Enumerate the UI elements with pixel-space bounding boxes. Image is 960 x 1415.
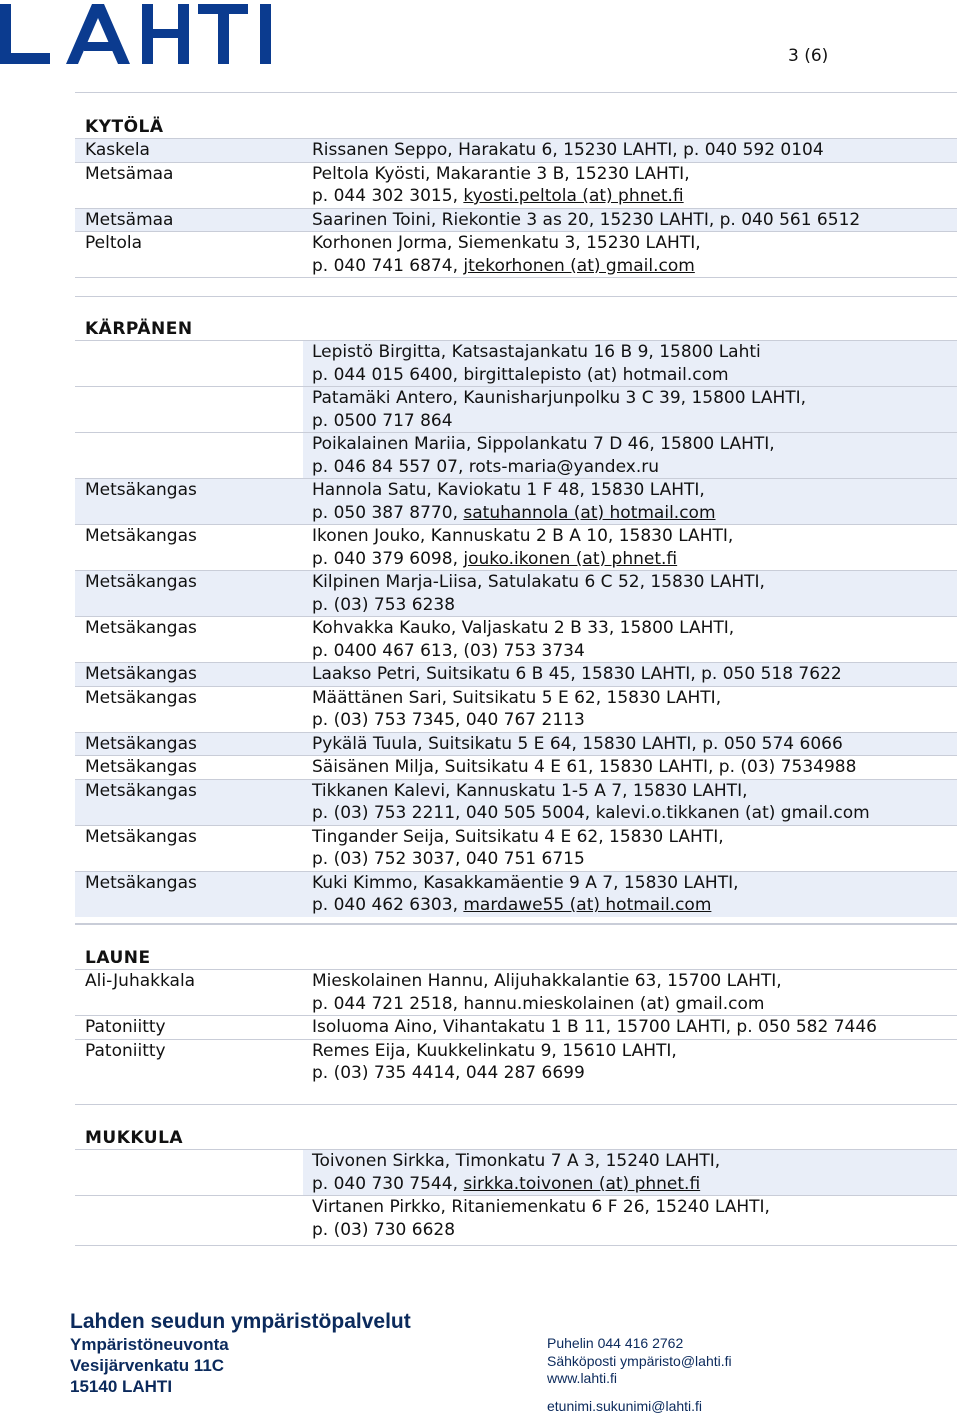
contact-line: p. 044 721 2518, hannu.mieskolainen (at) gmail.com (312, 993, 765, 1014)
contact-cell (303, 163, 957, 208)
section-mukkula (75, 1104, 957, 1246)
contact-cell (303, 733, 957, 756)
location-cell: Metsäkangas (75, 872, 303, 917)
location-cell: Metsäkangas (75, 780, 303, 825)
contact-line: p. (03) 753 7345, 040 767 2113 (312, 710, 585, 730)
phone-text: p. 050 387 8770, (312, 502, 464, 523)
email-link[interactable]: mardawe55 (at) hotmail.com (463, 895, 712, 915)
location-cell (75, 1196, 303, 1241)
contact-cell (303, 232, 957, 277)
footer-org: Lahden seudun ympäristöpalvelut (70, 1310, 411, 1333)
table-row (75, 162, 957, 208)
contact-cell (303, 1040, 957, 1085)
contact-line: Rissanen Seppo, Harakatu 6, 15230 LAHTI, p. 040 592 0104 (312, 140, 824, 160)
location-cell: Metsäkangas (85, 618, 197, 638)
email-link[interactable]: satuhannola (at) hotmail.com (463, 502, 716, 523)
location-cell: Metsäkangas (75, 733, 303, 756)
table-row (75, 1015, 957, 1039)
footer-street: Vesijärvenkatu 11C (70, 1356, 225, 1375)
contact-line: Isoluoma Aino, Vihantakatu 1 B 11, 15700 LAHTI, p. 050 582 7446 (312, 1017, 877, 1037)
location-cell: Metsäkangas (85, 826, 197, 847)
table-row (75, 755, 957, 779)
table-row (75, 208, 957, 232)
footer-address (70, 1310, 411, 1397)
contact-line (312, 185, 957, 208)
section-kytola (75, 92, 957, 298)
location-cell (75, 433, 303, 478)
contact-line: Kilpinen Marja-Liisa, Satulakatu 6 C 52, 15830 LAHTI, (312, 572, 765, 592)
location-cell: Metsämaa (75, 209, 303, 232)
contact-line (312, 894, 957, 917)
contact-cell (303, 387, 957, 432)
contact-cell (303, 341, 957, 386)
contact-line (312, 502, 957, 525)
location-cell: Metsäkangas (75, 663, 303, 686)
contact-cell (303, 687, 957, 732)
location-cell (75, 341, 303, 386)
table-row (75, 1149, 957, 1195)
contact-cell (303, 872, 957, 917)
contact-line (312, 255, 957, 278)
contact-line: Ikonen Jouko, Kannuskatu 2 B A 10, 15830 LAHTI, (312, 526, 734, 546)
contact-line: Lepistö Birgitta, Katsastajankatu 16 B 9, 15800 Lahti (312, 342, 761, 362)
table-row (75, 432, 957, 478)
table-row (75, 732, 957, 756)
phone-text: p. 040 741 6874, (312, 255, 464, 276)
table-row (75, 662, 957, 686)
table-row (75, 616, 957, 662)
table-row (75, 524, 957, 570)
contact-line: Poikalainen Mariia, Sippolankatu 7 D 46, 15800 LAHTI, (312, 434, 775, 454)
contact-cell (303, 525, 957, 570)
table-row (75, 231, 957, 277)
location-cell: Peltola (85, 233, 143, 253)
contact-cell (303, 826, 957, 871)
contact-cell (303, 756, 957, 779)
contact-line: p. (03) 735 4414, 044 287 6699 (312, 1063, 585, 1083)
contact-line: Toivonen Sirkka, Timonkatu 7 A 3, 15240 LAHTI, (312, 1151, 721, 1171)
contact-line: Tingander Seija, Suitsikatu 4 E 62, 15830 LAHTI, (312, 826, 724, 847)
contact-line: Laakso Petri, Suitsikatu 6 B 45, 15830 LAHTI, p. 050 518 7622 (312, 664, 842, 684)
contact-cell (303, 139, 957, 162)
location-cell (75, 1150, 303, 1195)
contact-cell (303, 479, 957, 524)
contact-cell (303, 1196, 957, 1241)
contact-line: Kohvakka Kauko, Valjaskatu 2 B 33, 15800 LAHTI, (312, 618, 735, 638)
contact-line: Mieskolainen Hannu, Alijuhakkalantie 63, 15700 LAHTI, (312, 971, 782, 991)
contact-line: p. (03) 753 6238 (312, 594, 456, 615)
table-row (75, 478, 957, 524)
location-cell: Patoniitty (85, 1040, 166, 1061)
table-row (75, 779, 957, 825)
location-cell: Metsäkangas (85, 526, 197, 546)
phone-text: p. 040 730 7544, (312, 1173, 464, 1194)
lahti-logo (0, 0, 275, 70)
table-row (75, 386, 957, 432)
contact-line: Virtanen Pirkko, Ritaniemenkatu 6 F 26, 15240 LAHTI, (312, 1197, 770, 1217)
table-row (75, 686, 957, 732)
contact-line: p. (03) 752 3037, 040 751 6715 (312, 849, 585, 869)
contact-line (312, 548, 957, 571)
table-row (75, 1039, 957, 1085)
section-karpanen (75, 296, 957, 924)
location-cell: Metsäkangas (85, 687, 197, 708)
phone-text: p. 044 302 3015, (312, 186, 464, 206)
contact-line (312, 1173, 957, 1196)
footer-city: 15140 LAHTI (70, 1377, 173, 1396)
contact-line: Tikkanen Kalevi, Kannuskatu 1-5 A 7, 15830 LAHTI, (312, 780, 748, 801)
footer-email[interactable]: Sähköposti ympäristo@lahti.fi (547, 1352, 732, 1369)
page-number: 3 (6) (788, 46, 829, 66)
contact-cell (303, 663, 957, 686)
table-row (75, 1195, 957, 1241)
contact-line: Patamäki Antero, Kaunisharjunpolku 3 C 39, 15800 LAHTI, (312, 388, 807, 408)
footer-unit: Ympäristöneuvonta (70, 1335, 229, 1354)
email-link[interactable]: jtekorhonen (at) gmail.com (463, 255, 695, 276)
contact-line: p. (03) 753 2211, 040 505 5004, kalevi.o.tikkanen (at) gmail.com (312, 803, 870, 823)
table-row (75, 340, 957, 386)
location-cell (75, 387, 303, 432)
contact-line: p. 046 84 557 07, rots-maria@yandex.ru (312, 456, 659, 477)
contact-line: p. 0500 717 864 (312, 410, 453, 431)
location-cell: Ali-Juhakkala (85, 971, 196, 991)
table-row (75, 871, 957, 917)
table-row (75, 570, 957, 616)
contact-line: Hannola Satu, Kaviokatu 1 F 48, 15830 LAHTI, (312, 480, 705, 500)
table-row (75, 138, 957, 162)
contact-line: Kuki Kimmo, Kasakkamäentie 9 A 7, 15830 LAHTI, (312, 872, 739, 893)
contact-line: Säisänen Milja, Suitsikatu 4 E 61, 15830 LAHTI, p. (03) 7534988 (312, 757, 857, 777)
email-link[interactable]: jouko.ikonen (at) phnet.fi (463, 548, 678, 569)
location-cell: Metsäkangas (75, 571, 303, 616)
section-title: KYTÖLÄ (85, 117, 164, 137)
contact-line: p. 044 015 6400, birgittalepisto (at) hotmail.com (312, 364, 729, 385)
location-cell: Metsämaa (85, 163, 174, 184)
footer-contact (547, 1335, 732, 1415)
phone-text: p. 040 379 6098, (312, 548, 464, 569)
section-title: KÄRPÄNEN (85, 319, 193, 339)
contact-line: p. (03) 730 6628 (312, 1219, 456, 1240)
table-row (75, 969, 957, 1015)
contact-cell (303, 970, 957, 1015)
contact-cell (303, 433, 957, 478)
contact-line: p. 0400 467 613, (03) 753 3734 (312, 640, 585, 661)
contact-line: Peltola Kyösti, Makarantie 3 B, 15230 LAHTI, (312, 163, 690, 184)
contact-line: Määttänen Sari, Suitsikatu 5 E 62, 15830 LAHTI, (312, 687, 722, 708)
section-title: LAUNE (85, 948, 151, 968)
phone-text: p. 040 462 6303, (312, 895, 464, 915)
email-link[interactable]: kyosti.peltola (at) phnet.fi (463, 186, 684, 206)
table-row (75, 825, 957, 871)
location-cell: Patoniitty (85, 1017, 166, 1037)
contact-line: Pykälä Tuula, Suitsikatu 5 E 64, 15830 LAHTI, p. 050 574 6066 (312, 733, 843, 754)
contact-cell (303, 617, 957, 662)
contact-cell (303, 780, 957, 825)
contact-cell (303, 571, 957, 616)
contact-cell (303, 1150, 957, 1195)
location-cell: Metsäkangas (75, 479, 303, 524)
contact-line: Saarinen Toini, Riekontie 3 as 20, 15230 LAHTI, p. 040 561 6512 (312, 209, 861, 230)
contact-cell (303, 1016, 957, 1039)
contact-cell (303, 209, 957, 232)
email-link[interactable]: sirkka.toivonen (at) phnet.fi (463, 1173, 701, 1194)
location-cell: Kaskela (75, 139, 303, 162)
section-title: MUKKULA (85, 1128, 184, 1148)
location-cell: Metsäkangas (85, 757, 197, 777)
section-laune (75, 924, 957, 1085)
contact-line: Remes Eija, Kuukkelinkatu 9, 15610 LAHTI, (312, 1040, 677, 1061)
footer-personal-email[interactable]: etunimi.sukunimi@lahti.fi (547, 1397, 703, 1414)
footer-web[interactable]: www.lahti.fi (547, 1370, 618, 1386)
footer-phone: Puhelin 044 416 2762 (547, 1335, 684, 1351)
contact-line: Korhonen Jorma, Siemenkatu 3, 15230 LAHTI, (312, 233, 701, 253)
